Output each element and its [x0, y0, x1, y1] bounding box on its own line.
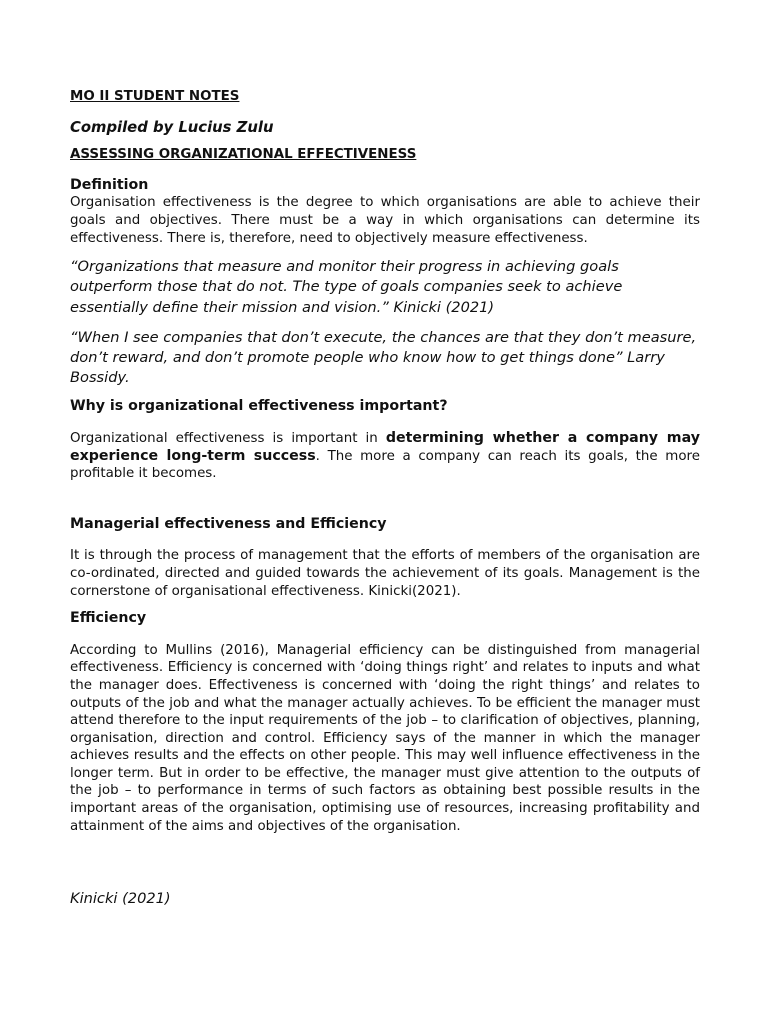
definition-paragraph: Organisation effectiveness is the degree to which organisations are able to achieve their goals and objectives. There must be a way in which organisations can determine its effectiveness. There is, therefore, need to objectively measure effectiveness. [70, 195, 700, 246]
efficiency-heading: Efficiency [70, 610, 147, 627]
section-title: ASSESSING ORGANIZATIONAL EFFECTIVENESS [70, 147, 417, 163]
quote-kinicki: “Organizations that measure and monitor their progress in achieving goals outperform those that do not. The type of goals companies seek to achieve essentially define their mission and vision.” Kinicki (2021) [70, 258, 623, 316]
managerial-heading: Managerial effectiveness and Efficiency [70, 515, 387, 532]
why-text-bold: determining whether a company may experience long-term success [70, 429, 700, 464]
why-text-after: . The more a company can reach its goals, the more profitable it becomes. [70, 448, 700, 482]
why-text-before: Organizational effectiveness is important in [70, 430, 386, 446]
compiled-by: Compiled by Lucius Zulu [70, 118, 274, 136]
efficiency-paragraph: According to Mullins (2016), Managerial efficiency can be distinguished from managerial effectiveness. Efficiency is concerned with ‘doing things right’ and relates to inputs and what the manager does. Effectiveness is concerned with ‘doing the right things’ and relates to outputs of the job and what the manager actually achieves. To be efficient the manager must attend therefore to the input requirements of the job – to clarification of objectives, planning, organisation, direction and control. Efficiency says of the manner in which the manager achieves results and the effects on other people. This may well influence effectiveness in the longer term. But in order to be effective, the manager must give attention to the outputs of the job – to performance in terms of such factors as obtaining best possible results in the important areas of the organisation, optimising use of resources, increasing profitability and attainment of the aims and objectives of the organisation. [70, 642, 700, 834]
definition-heading: Definition [70, 176, 149, 193]
document-page [70, 88, 700, 835]
why-heading: Why is organizational effectiveness important? [70, 398, 448, 415]
why-paragraph [70, 430, 700, 483]
footer-reference: Kinicki (2021) [70, 890, 171, 907]
document-title: MO II STUDENT NOTES [70, 89, 240, 104]
quote-bossidy: “When I see companies that don’t execute, the chances are that they don’t measure, don’t reward, and don’t promote people who know how to get things done” Larry Bossidy. [70, 328, 697, 387]
managerial-paragraph: It is through the process of management that the efforts of members of the organisation are co-ordinated, directed and guided towards the achievement of its goals. Management is the cornerstone of organisational effectiveness. Kinicki(2021). [70, 548, 700, 599]
